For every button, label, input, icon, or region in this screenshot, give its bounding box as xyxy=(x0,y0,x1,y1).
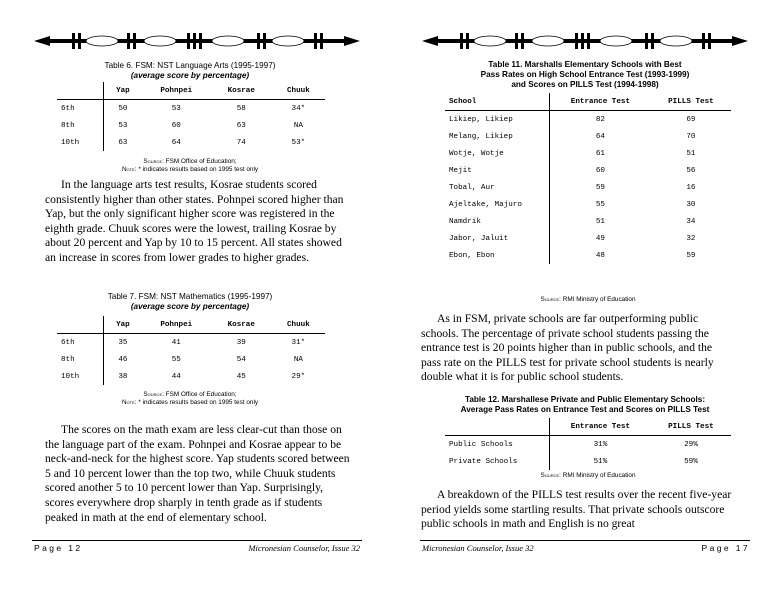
table6-caption xyxy=(60,61,320,81)
table-cell: 55 xyxy=(595,200,605,209)
page-number: Page 17 xyxy=(701,543,750,553)
table-cell: NA xyxy=(293,355,303,364)
source-label: Source: xyxy=(540,472,561,479)
paragraph-mathematics: The scores on the math exam are less clear-cut than those on the language part of the exam. Pohnpei and Kosrae appear to be neck-and-neck for the highest score. Yap students scored between 5 and 10 percent lower than the top two, while Chuuk students scored another 5 to 10 percent lower than Yap. Surprisingly, scores everywhere drop sharply in tenth grade as if students peaked in math at the end of elementary school. xyxy=(45,423,350,524)
source-label: Source: xyxy=(143,391,164,398)
magazine-name: Micronesian Counselor, Issue 32 xyxy=(248,543,360,553)
decorative-banner xyxy=(420,30,750,52)
column-header xyxy=(57,316,104,334)
table-cell: NA xyxy=(293,121,303,130)
row-label: 8th xyxy=(57,117,104,134)
right-footer xyxy=(420,540,750,555)
row-label: Melang, Likiep xyxy=(445,128,550,145)
table-cell: 55 xyxy=(171,355,181,364)
table-cell: 51 xyxy=(595,217,605,226)
column-header: Yap xyxy=(104,316,142,334)
column-header: Pohnpei xyxy=(142,316,211,334)
row-label: Ebon, Ebon xyxy=(445,247,550,264)
table-cell: 53* xyxy=(291,138,306,147)
table12-title-line2: Average Pass Rates on Entrance Test and Scores on PILLS Test xyxy=(460,405,710,414)
row-label: Public Schools xyxy=(445,436,550,454)
table-cell: 29* xyxy=(291,372,306,381)
table7 xyxy=(57,316,325,385)
column-header: Chuuk xyxy=(272,316,325,334)
table-cell: 50 xyxy=(118,104,128,113)
table11 xyxy=(445,93,731,264)
table-cell: 53 xyxy=(171,104,181,113)
row-label: Likiep, Likiep xyxy=(445,111,550,129)
table-row xyxy=(445,179,731,196)
note-text: * indicates results based on 1995 test only xyxy=(136,166,259,173)
table-row xyxy=(445,111,731,129)
table-row xyxy=(445,145,731,162)
row-label: 6th xyxy=(57,100,104,118)
table-header-row xyxy=(445,418,731,436)
table6-title: Table 6. FSM: NST Language Arts (1995-1997) xyxy=(104,61,276,70)
page-number: Page 12 xyxy=(34,543,83,553)
table-header-row xyxy=(445,93,731,111)
table-row xyxy=(445,453,731,470)
row-label: Jabor, Jaluit xyxy=(445,230,550,247)
table-cell: 82 xyxy=(595,115,605,124)
table-cell: 61 xyxy=(595,149,605,158)
table6-source xyxy=(60,158,320,174)
source-text: FSM Office of Education; xyxy=(163,158,237,165)
row-label: Private Schools xyxy=(445,453,550,470)
row-label: Mejit xyxy=(445,162,550,179)
table-cell: 56 xyxy=(686,166,696,175)
ornament-banner-icon xyxy=(32,30,362,52)
decorative-banner xyxy=(32,30,362,52)
source-text: RMI Ministry of Education xyxy=(560,472,636,479)
table-cell: 51% xyxy=(593,457,608,466)
table-row xyxy=(445,162,731,179)
paragraph-language-arts: In the language arts test results, Kosrae students scored consistently higher than other states. Pohnpei scored higher than Yap, but the only significant higher score was registered in the eighth grade. Chuuk scores were the lowest, trailing Kosrae by about 20 percent and Yap by 10 to 15 percent. All states showed an increase in scores from lower grades to higher grades. xyxy=(45,178,344,264)
table-cell: 59 xyxy=(686,251,696,260)
table7-title: Table 7. FSM: NST Mathematics (1995-1997) xyxy=(107,292,273,301)
magazine-name: Micronesian Counselor, Issue 32 xyxy=(422,543,534,553)
column-header: Chuuk xyxy=(272,82,325,100)
paragraph-private-schools: As in FSM, private schools are far outperforming public schools. The percentage of private school students passing the entrance test is 20 points higher than in public schools, and the pass rate on the PILLS test for private school students is nearly double what it is for public school students. xyxy=(421,312,714,384)
column-header: Kosrae xyxy=(211,82,272,100)
table-row xyxy=(445,436,731,454)
table-row xyxy=(445,213,731,230)
table-cell: 69 xyxy=(686,115,696,124)
ornament-banner-icon xyxy=(420,30,750,52)
table-row xyxy=(445,247,731,264)
row-label: 6th xyxy=(57,334,104,352)
table-cell: 64 xyxy=(171,138,181,147)
table-cell: 58 xyxy=(236,104,246,113)
table12-source xyxy=(445,472,731,480)
table-row xyxy=(57,117,325,134)
table-cell: 51 xyxy=(686,149,696,158)
table12 xyxy=(445,418,731,470)
row-label: Namdrik xyxy=(445,213,550,230)
column-header: PILLS Test xyxy=(651,93,731,111)
table-row xyxy=(57,334,325,352)
table-cell: 59 xyxy=(595,183,605,192)
right-page xyxy=(388,0,776,600)
table11-title-line3: and Scores on PILLS Test (1994-1998) xyxy=(511,80,659,89)
table11-title-line1: Table 11. Marshalls Elementary Schools with Best xyxy=(488,60,682,69)
table-row xyxy=(57,100,325,118)
table-cell: 54 xyxy=(236,355,246,364)
table-cell: 60 xyxy=(595,166,605,175)
table-cell: 44 xyxy=(171,372,181,381)
table-header-row xyxy=(57,82,325,100)
column-header: Yap xyxy=(104,82,142,100)
table-cell: 59% xyxy=(684,457,698,466)
table11-caption xyxy=(418,60,752,90)
column-header: Kosrae xyxy=(211,316,272,334)
table-cell: 49 xyxy=(595,234,605,243)
table-cell: 29% xyxy=(684,440,698,449)
table-row xyxy=(57,134,325,151)
table7-subtitle: (average score by percentage) xyxy=(130,302,250,311)
column-header: Entrance Test xyxy=(550,418,651,436)
table-cell: 70 xyxy=(686,132,696,141)
table6-subtitle: (average score by percentage) xyxy=(130,71,250,80)
table-cell: 64 xyxy=(595,132,605,141)
table-cell: 48 xyxy=(595,251,605,260)
column-header: PILLS Test xyxy=(651,418,731,436)
row-label: 8th xyxy=(57,351,104,368)
table-cell: 16 xyxy=(686,183,696,192)
source-label: Source: xyxy=(540,296,561,303)
table-cell: 74 xyxy=(236,138,246,147)
table-row xyxy=(57,351,325,368)
note-label: Note: xyxy=(121,399,137,406)
source-label: Source: xyxy=(143,158,164,165)
row-label: Wotje, Wotje xyxy=(445,145,550,162)
table-row xyxy=(445,230,731,247)
left-footer xyxy=(32,540,362,555)
table-row xyxy=(445,128,731,145)
table-cell: 34* xyxy=(291,104,306,113)
row-label: Tobal, Aur xyxy=(445,179,550,196)
table7-caption xyxy=(60,292,320,312)
column-header: School xyxy=(445,93,550,111)
table12-title-line1: Table 12. Marshallese Private and Public Elementary Schools: xyxy=(464,395,706,404)
table-cell: 32 xyxy=(686,234,696,243)
table-cell: 39 xyxy=(236,338,246,347)
column-header: Entrance Test xyxy=(550,93,651,111)
table-cell: 35 xyxy=(118,338,128,347)
table-cell: 45 xyxy=(236,372,246,381)
table-cell: 31* xyxy=(291,338,306,347)
table-cell: 46 xyxy=(118,355,128,364)
table11-source xyxy=(445,296,731,304)
table-cell: 63 xyxy=(118,138,128,147)
note-label: Note: xyxy=(121,166,137,173)
row-label: 10th xyxy=(57,368,104,385)
table-cell: 31% xyxy=(593,440,608,449)
column-header xyxy=(445,418,550,436)
table-cell: 41 xyxy=(171,338,181,347)
column-header xyxy=(57,82,104,100)
table-cell: 60 xyxy=(171,121,181,130)
table11-title-line2: Pass Rates on High School Entrance Test (1993-1999) xyxy=(480,70,690,79)
source-text: FSM Office of Education; xyxy=(163,391,237,398)
table-cell: 53 xyxy=(118,121,128,130)
table-cell: 63 xyxy=(236,121,246,130)
table6 xyxy=(57,82,325,151)
table-row xyxy=(57,368,325,385)
table-cell: 38 xyxy=(118,372,128,381)
table-header-row xyxy=(57,316,325,334)
note-text: * indicates results based on 1995 test only xyxy=(136,399,259,406)
table7-source xyxy=(60,391,320,407)
source-text: RMI Ministry of Education xyxy=(560,296,636,303)
row-label: 10th xyxy=(57,134,104,151)
table12-caption xyxy=(418,395,752,415)
paragraph-pills-breakdown: A breakdown of the PILLS test results over the recent five-year period yields some startling results. That private schools outscore public schools in math and English is no great xyxy=(421,488,732,531)
table-row xyxy=(445,196,731,213)
column-header: Pohnpei xyxy=(142,82,211,100)
table-cell: 34 xyxy=(686,217,696,226)
row-label: Ajeltake, Majuro xyxy=(445,196,550,213)
table-cell: 30 xyxy=(686,200,696,209)
